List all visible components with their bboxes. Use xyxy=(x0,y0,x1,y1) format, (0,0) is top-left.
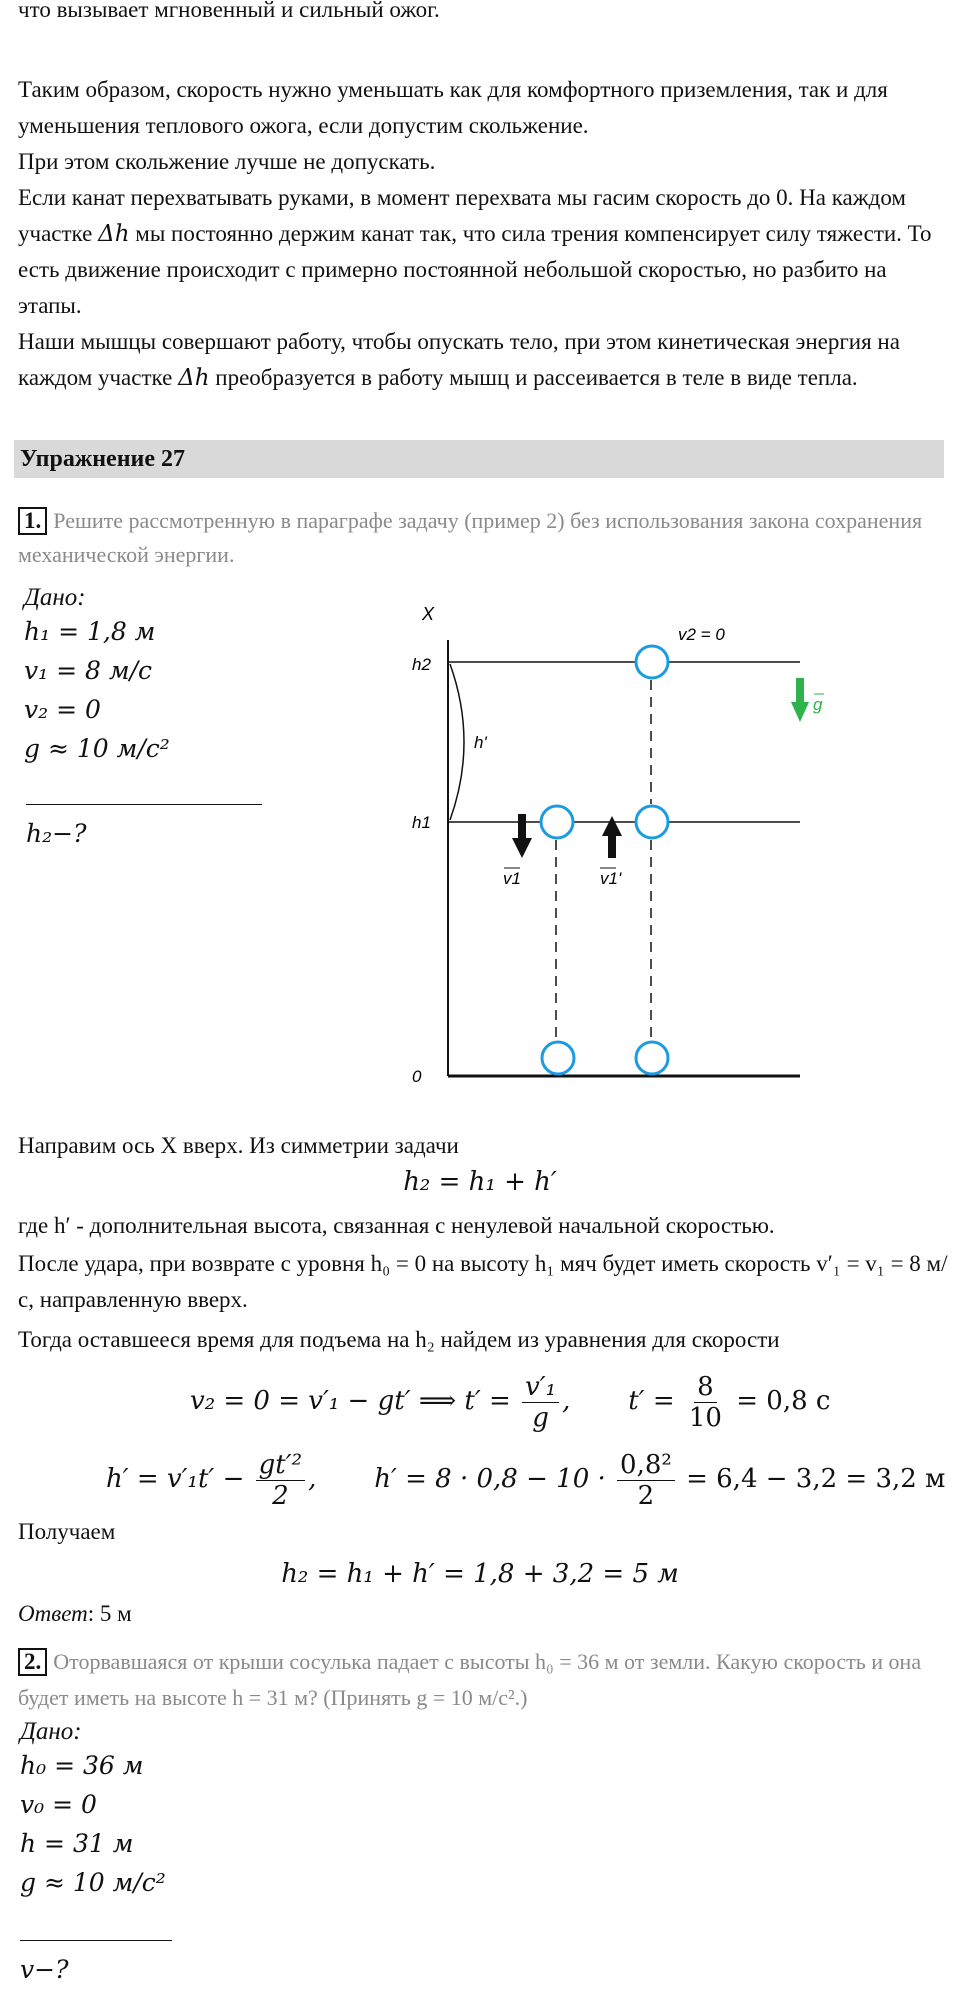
axis-label: X xyxy=(422,604,435,624)
given-divider xyxy=(20,1940,172,1941)
task2-given xyxy=(20,1718,166,1902)
task2-text: Оторвавшаяся от крыши сосулька падает с высоты h₀ = 36 м от земли. Какую скорость и она будет иметь на высоте h = 31 м? (Принять g = 10 м/с².) xyxy=(18,1649,922,1710)
equation-h2-sum: h₂ = h₁ + h′ xyxy=(403,1167,557,1197)
given-item: h₀ = 36 м xyxy=(20,1751,144,1780)
eq-time-left: v₂ = 0 = v′₁ − gt′ ⟹ t′ = xyxy=(190,1386,511,1416)
answer xyxy=(18,1596,132,1632)
given-item: h = 31 м xyxy=(20,1829,134,1858)
eq-height-right: = 6,4 − 3,2 = 3,2 м xyxy=(686,1464,946,1494)
motion-diagram xyxy=(400,600,823,1100)
answer-value: : 5 м xyxy=(87,1601,132,1626)
solution-sentence-1: Направим ось X вверх. Из симметрии задачи xyxy=(18,1133,459,1158)
answer-label: Ответ xyxy=(18,1601,88,1626)
frac-den: g xyxy=(532,1402,549,1433)
solution-sentence-2: где h′ - дополнительная высота, связанная с ненулевой начальной скоростью. xyxy=(18,1213,775,1238)
given-item: v₂ = 0 xyxy=(24,695,101,724)
g-arrow-shaft xyxy=(796,678,804,704)
v1-label: v1 xyxy=(503,869,521,888)
intro-paragraph-1: Таким образом, скорость нужно уменьшать как для комфортного приземления, так и для уменьшения теплового ожога, если допустим скольжение. xyxy=(18,77,888,138)
section-title: Упражнение 27 xyxy=(20,446,186,472)
given-title: Дано: xyxy=(24,584,86,611)
equation-height xyxy=(106,1444,945,1514)
ball-h1-down xyxy=(541,806,573,838)
intro-paragraph-3-end: мы постоянно держим канат так, что сила трения компенсирует силу тяжести. То есть движение происходит с примерно постоянной небольшой скоростью, но разбито на этапы. xyxy=(18,221,932,318)
given-item: v₀ = 0 xyxy=(20,1790,97,1819)
given-divider xyxy=(26,804,262,805)
intro-line: что вызывает мгновенный и сильный ожог. xyxy=(18,0,440,22)
task1-text: Решите рассмотренную в параграфе задачу (пример 2) без использования закона сохранения механической энергии. xyxy=(18,508,923,567)
eq-height-mid: , h′ = 8 · 0,8 − 10 · xyxy=(308,1464,606,1494)
v1prime-label: v1' xyxy=(600,869,622,888)
ball-top xyxy=(636,646,668,678)
g-label: g xyxy=(813,695,823,714)
eq-time-right: = 0,8 с xyxy=(736,1386,831,1416)
frac-num: 0,8² xyxy=(617,1450,675,1481)
frac-num: v′₁ xyxy=(522,1372,559,1403)
given-title: Дано: xyxy=(20,1718,82,1745)
ball-ground-right xyxy=(636,1042,668,1074)
section-header xyxy=(14,440,944,478)
v1-arrow-head xyxy=(512,838,532,858)
g-arrow-head xyxy=(791,702,809,722)
zero-label: 0 xyxy=(412,1067,422,1086)
frac-den: 10 xyxy=(688,1402,722,1433)
task2-find: v−? xyxy=(20,1955,69,1984)
v2-label: v2 = 0 xyxy=(678,625,725,644)
equation-time xyxy=(190,1366,830,1436)
solution-sentence-3: После удара, при возврате с уровня h₀ = 0 на высоту h₁ мяч будет иметь скорость v′₁ = v₁ = 8 м/с, направленную вверх. xyxy=(18,1251,948,1312)
task1-number: 1. xyxy=(18,507,47,535)
frac-den: 2 xyxy=(637,1480,655,1511)
intro-paragraph-2: При этом скольжение лучше не допускать. xyxy=(18,149,436,174)
ball-h1-up xyxy=(636,806,668,838)
ball-ground-left xyxy=(542,1042,574,1074)
solution-sentence-4: Тогда оставшееся время для подъема на h₂ найдем из уравнения для скорости xyxy=(18,1327,780,1352)
intro-paragraph-3 xyxy=(18,180,948,324)
frac-den: 2 xyxy=(272,1480,289,1511)
hprime-bracket xyxy=(450,664,464,820)
delta-h: Δh xyxy=(178,365,210,391)
solution-sentence-5: Получаем xyxy=(18,1519,116,1544)
given-item: h₁ = 1,8 м xyxy=(24,617,156,646)
intro-paragraph-3-start: Если канат перехватывать руками, в момент перехвата мы гасим скорость до 0. На каждом участке xyxy=(18,185,906,246)
eq-height-left: h′ = v′₁t′ − xyxy=(106,1464,245,1494)
frac-num: 8 xyxy=(694,1372,717,1403)
task2-statement xyxy=(18,1644,938,1716)
eq-time-mid: , t′ = xyxy=(562,1386,675,1416)
hprime-label: h' xyxy=(474,733,487,752)
delta-h: Δh xyxy=(98,221,130,247)
given-item: v₁ = 8 м/с xyxy=(24,656,152,685)
intro-paragraph-4-start: Наши мышцы совершают работу, чтобы опускать тело, при этом кинетическая энергия на каждом участке xyxy=(18,329,900,390)
frac-num: gt′² xyxy=(256,1450,305,1481)
task1-find: h₂−? xyxy=(26,819,87,848)
h1-label: h1 xyxy=(412,813,431,832)
given-item: g ≈ 10 м/с² xyxy=(20,1868,166,1897)
intro-paragraph-4-end: преобразуется в работу мышц и рассеивается в теле в виде тепла. xyxy=(215,365,858,390)
h2-label: h2 xyxy=(412,655,431,674)
task2-number: 2. xyxy=(18,1648,47,1676)
given-item: g ≈ 10 м/с² xyxy=(24,734,170,763)
v1-arrow-shaft xyxy=(518,814,526,840)
v1prime-arrow-head xyxy=(602,816,622,836)
intro-paragraph-4 xyxy=(18,324,948,396)
task1-statement xyxy=(18,504,938,572)
task1-given xyxy=(24,584,170,768)
v1prime-arrow-shaft xyxy=(608,834,616,858)
equation-final: h₂ = h₁ + h′ = 1,8 + 3,2 = 5 м xyxy=(281,1559,679,1589)
